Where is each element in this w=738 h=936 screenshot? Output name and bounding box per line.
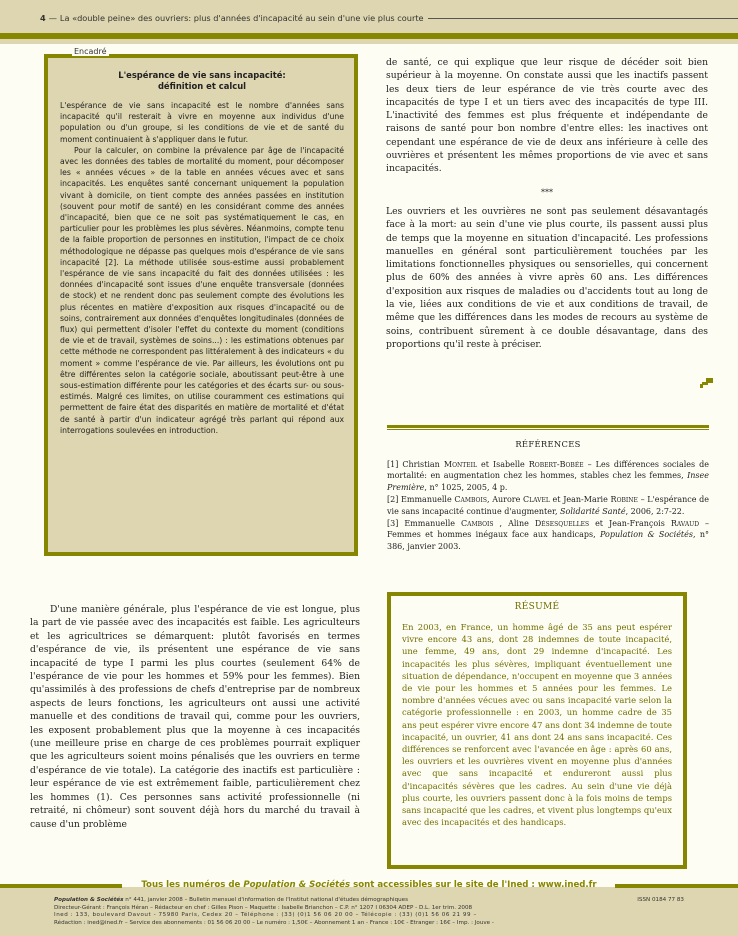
reference-title: – Femmes et hommes inégaux face aux handicaps, bbox=[387, 519, 710, 540]
colophon-line bbox=[54, 897, 684, 905]
colophon bbox=[54, 897, 684, 927]
colophon-issn: ISSN 0184 77 83 bbox=[637, 897, 684, 903]
reference-author-surname: Cambois bbox=[461, 519, 494, 529]
encadre-title-line2: définition et calcul bbox=[157, 81, 247, 91]
reference-number: [2] bbox=[387, 495, 399, 505]
reference-author-surname: Monteil bbox=[443, 460, 477, 469]
reference-author-surname: Ravaud bbox=[670, 519, 700, 529]
page-number: 4 bbox=[40, 13, 46, 23]
reference-author-surname: Désesquelles bbox=[534, 519, 590, 529]
left-column-text bbox=[30, 603, 360, 831]
reference-number: [1] bbox=[387, 460, 399, 469]
references-list bbox=[387, 459, 709, 553]
header-dash: — bbox=[48, 13, 57, 23]
references-rule bbox=[387, 425, 709, 430]
encadre-title-line1: L'espérance de vie sans incapacité: bbox=[118, 70, 286, 80]
reference-details: , n° 386, janvier 2003. bbox=[387, 530, 709, 551]
reference-item bbox=[387, 494, 709, 517]
reference-details: , n° 1025, 2005, 4 p. bbox=[424, 482, 508, 492]
reference-item bbox=[387, 459, 709, 493]
reference-source: Population & Sociétés bbox=[599, 530, 693, 540]
colophon-line bbox=[54, 920, 684, 928]
reference-details: , 2006, 2:7-22. bbox=[625, 506, 685, 516]
reference-author: Emmanuelle bbox=[404, 519, 462, 529]
reference-author: , Aurore bbox=[486, 495, 524, 505]
body-paragraph: de santé, ce qui explique que leur risque de décéder soit bien supérieur à la moyenne. On constate aussi que les inactifs passent les deux tiers de leur espérance de vie très courte avec des incapacités de type I et un tiers avec des incapacités de type III. L'inactivité des femmes est plus fréquente et indépendante de raisons de santé pour bon nombre d'entre elles: les inactives ont cependant une espérance de vie de deux ans inférieure à celle des ouvrières et présentent les mêmes proportions de vie avec et sans incapacités. bbox=[386, 57, 708, 175]
banner-text: Tous les numéros de bbox=[141, 880, 244, 890]
banner-website-link[interactable]: sont accessibles sur le site de l'Ined : www.ined.fr bbox=[350, 880, 597, 890]
reference-title: – Les différences sociales de mortalité: en augmentation chez les hommes, stables chez les femmes, bbox=[387, 460, 710, 481]
reference-author-surname: Robine bbox=[610, 495, 638, 505]
colophon-staff: Directeur-Gérant : François Héran – Rédacteur en chef : Gilles Pison – Maquette : Isabelle Brianchon – C.P. n° 1207 I 06304 ADEP - D.L. 1er trim. 2008 bbox=[54, 904, 473, 911]
reference-author-surname: Cambois bbox=[454, 495, 487, 505]
header-olive-bar bbox=[0, 33, 738, 39]
encadre-box bbox=[44, 54, 358, 556]
colophon-line bbox=[54, 912, 684, 920]
reference-author: Emmanuelle bbox=[401, 495, 455, 505]
encadre-paragraph: L'espérance de vie sans incapacité est le nombre d'années sans incapacité qu'il resterait à vivre en moyenne aux individus d'une population ou d'un groupe, si les conditions de vie et de santé du moment continuaient à s'appliquer dans le futur. bbox=[60, 101, 344, 144]
resume-title: RÉSUMÉ bbox=[514, 602, 560, 612]
resume-text: En 2003, en France, un homme âgé de 35 ans peut espérer vivre encore 43 ans, dont 28 indemnes de toute incapacité, une femme, 49 ans, dont 29 indemne d'incapacité. Les incapacités les plus sévères, impliquant éventuellement une situation de dépendance, n'occupent en moyenne que 3 années de vie pour les hommes et 5 années pour les femmes. Le nombre d'années vécues avec ou sans incapacité varie selon la catégorie professionnelle : en 2003, un homme cadre de 35 ans peut espérer vivre encore 47 ans dont 34 indemne de toute incapacité, un ouvrier, 41 ans dont 24 ans sans incapacité. Ces différences se renforcent avec l'avancée en âge : après 60 ans, les ouvriers et les ouvrières vivent en moyenne plus d'années avec que sans incapacité et endureront aussi plus d'incapacités sévères que les cadres. Au sein d'une vie déjà plus courte, les ouvriers passent donc à la fois moins de temps sans incapacité que les cadres, et vivent plus longtemps qu'eux avec des incapacités et des handicaps. bbox=[402, 622, 673, 828]
reference-item bbox=[387, 518, 709, 552]
running-title: La «double peine» des ouvriers: plus d'années d'incapacité au sein d'une vie plus courte bbox=[59, 13, 424, 23]
colophon-subscription: Rédaction : ined@ined.fr – Service des abonnements : 01 56 06 20 00 – Le numéro : 1,50€ – Abonnement 1 an - France : 10€ - Etranger : 16€ – Imp. : Jouve - bbox=[54, 919, 494, 926]
reference-author: et Jean-François bbox=[589, 519, 671, 529]
reference-author-surname: Robert-Bobée bbox=[528, 460, 584, 469]
resume-box bbox=[387, 592, 687, 869]
end-of-article-icon bbox=[700, 378, 714, 388]
colophon-journal: Population & Sociétés bbox=[54, 897, 124, 903]
footer-banner bbox=[122, 880, 616, 890]
colophon-issue: n° 441, janvier 2008 – Bulletin mensuel d'information de l'Institut national d'études démographiques bbox=[123, 897, 409, 903]
reference-source: Insee Première bbox=[387, 471, 709, 492]
reference-author: et Jean-Marie bbox=[549, 495, 611, 505]
references-title: RÉFÉRENCES bbox=[515, 439, 581, 449]
encadre-title bbox=[60, 70, 344, 92]
right-column-text bbox=[386, 56, 708, 351]
running-head bbox=[40, 13, 738, 23]
reference-author: Christian bbox=[402, 460, 444, 469]
reference-source: Solidarité Santé bbox=[560, 506, 626, 516]
header-rule bbox=[428, 18, 738, 19]
reference-title: – L'espérance de vie sans incapacité continue d'augmenter, bbox=[387, 495, 710, 516]
body-paragraph: Les ouvriers et les ouvrières ne sont pas seulement désavantagés face à la mort: au sein d'une vie plus courte, ils passent aussi plus de temps que la moyenne en situation d'incapacité. Les professions manuelles en général sont particulièrement touchées par les limitations fonctionnelles physiques ou sensorielles, qui concernent plus de 60% des années à vivre après 60 ans. Les différences d'exposition aux risques de maladies ou d'accidents tout au long de la vie, liées aux conditions de vie et aux conditions de travail, de même que les différences dans les modes de recours au système de soins, contribuent sûrement à ce double désavantage, dans des proportions qu'il reste à préciser. bbox=[386, 205, 708, 350]
reference-number: [3] bbox=[387, 519, 399, 529]
reference-author-surname: Clavel bbox=[523, 495, 550, 505]
encadre-label: Encadré bbox=[74, 47, 107, 56]
banner-journal-name: Population & Sociétés bbox=[243, 880, 351, 890]
colophon-address: Ined : 133, boulevard Davout - 75980 Paris, Cedex 20 – Téléphone : (33) (0)1 56 06 20 00 – Télécopie : (33) (0)1 56 06 21 99 – bbox=[54, 912, 477, 919]
body-paragraph: D'une manière générale, plus l'espérance de vie est longue, plus la part de vie passée avec des incapacités est faible. Les agriculteurs et les agricultrices se démarquent: plutôt favorisés en termes d'espérance de vie, ils présentent une espérance de vie sans incapacité de type I parmi les plus courtes (seulement 64% de l'espérance de vie pour les hommes et 59% pour les femmes). Bien qu'assimilés à des professions de chefs d'entreprise par de nombreux aspects de leurs fonctions, les agriculteurs ont aussi une activité manuelle et des conditions de travail qui, comme pour les ouvriers, les exposent probablement plus que la moyenne à ces incapacités (une meilleure prise en charge de ces problèmes pourrait expliquer que les agriculteurs soient moins pénalisés que les ouvriers en terme d'espérance de vie totale). La catégorie des inactifs est particulière : leur espérance de vie est extrêmement faible, particulièrement chez les hommes (1). Ces personnes sans activité professionnelle (ni retraité, ni chômeur) sont souvent déjà hors du marché du travail à cause d'un problème bbox=[30, 604, 360, 830]
encadre-paragraph: Pour la calculer, on combine la prévalence par âge de l'incapacité avec les données des tables de mortalité du moment, pour décomposer les « années vécues » de la table en années vécues avec et sans incapacités. Les enquêtes santé concernant uniquement la population vivant à domicile, on tient compte des années passées en institution (souvent pour motif de santé) en les considérant comme des années d'incapacité, bien que ce ne soit pas systématiquement le cas, en particulier pour les problèmes les plus sévères. Néanmoins, compte tenu de la faible proportion de personnes en institution, l'impact de ce choix méthodologique ne dépasse pas quelques mois d'espérance de vie sans incapacité [2]. La méthode utilisée sous-estime aussi probablement l'espérance de vie sans incapacité du fait des données utilisées : les données d'incapacité sont issues d'une enquête transversale (données de stock) et ne rendent donc pas seulement compte des évolutions les plus récentes en matière d'exposition aux risques d'incapacité ou de soins, contrairement aux données d'enquêtes longitudinales (données de flux) qui permettent d'isoler l'effet du contexte du moment (conditions de vie et de travail, systèmes de soins...) : les estimations obtenues par cette méthode ne correspondent pas littéralement à des indicateurs « du moment » comme l'espérance de vie. Par ailleurs, les évolutions ont pu être différentes selon la catégorie sociale, aboutissant peut-être à une sous-estimation différente pour les catégories et des écarts sur- ou sous-estimés. Malgré ces limites, on utilise couramment ces estimations qui permettent de faire état des disparités en matière de mortalité et d'état de santé à partir d'un indicateur agrégé très parlant qui répond aux interrogations soulevées en introduction. bbox=[60, 145, 344, 435]
footer-olive-bar-right bbox=[615, 884, 738, 888]
reference-author: , Aline bbox=[493, 519, 535, 529]
reference-author: et Isabelle bbox=[476, 460, 529, 469]
footer-olive-bar-left bbox=[0, 884, 122, 888]
section-separator: *** bbox=[541, 187, 553, 197]
